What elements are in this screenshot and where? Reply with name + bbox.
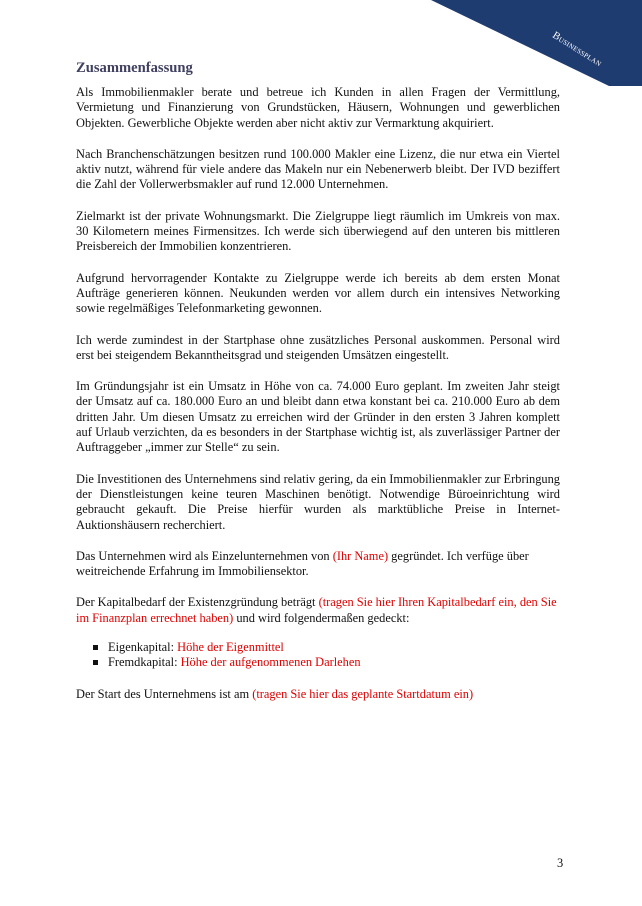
- list-item: [108, 640, 560, 655]
- funding-value-debt: Höhe der aufgenommenen Darlehen: [180, 655, 361, 670]
- document-body: [76, 59, 560, 718]
- founder-name-placeholder: (Ihr Name): [332, 548, 389, 563]
- founder-text-before: Das Unternehmen wird als Einzelunternehmen von: [76, 548, 333, 563]
- paragraph-target-market: Zielmarkt ist der private Wohnungsmarkt. Die Zielgruppe liegt räumlich im Umkreis von max. 30 Kilometern meines Firmensitzes. Ich werde sich überwiegend auf den unteren bis mittleren Preisbereich der Immobilien konzentrieren.: [76, 208, 560, 254]
- list-item: [108, 655, 560, 670]
- capital-text-before: Der Kapitalbedarf der Existenzgründung beträgt: [76, 595, 319, 610]
- paragraph-market-size: Nach Branchenschätzungen besitzen rund 100.000 Makler eine Lizenz, die nur etwa ein Viertel aktiv nutzt, während für viele andere das Makeln nur ein Nebenerwerb bleibt. Der IVD beziffert die Zahl der Vollerwerbsmakler auf rund 12.000 Unternehmen.: [76, 146, 560, 192]
- paragraph-capital: [76, 595, 560, 626]
- paragraph-start: [76, 687, 560, 702]
- funding-label-equity: Eigenkapital:: [108, 640, 178, 655]
- funding-label-debt: Fremdkapital:: [108, 655, 181, 670]
- page-number: 3: [557, 856, 564, 870]
- paragraph-acquisition: Aufgrund hervorragender Kontakte zu Zielgruppe werde ich bereits ab dem ersten Monat Aufträge generieren können. Neukunden werden vor allem durch ein intensives Networking sowie regelmäßiges Telefonmarketing gewonnen.: [76, 270, 560, 316]
- paragraph-revenue: Im Gründungsjahr ist ein Umsatz in Höhe von ca. 74.000 Euro geplant. Im zweiten Jahr steigt der Umsatz auf ca. 180.000 Euro an und bleibt dann etwa konstant bei ca. 210.000 Euro ab dem dritten Jahr. Um diesen Umsatz zu erreichen wird der Gründer in den ersten 3 Jahren komplett auf Urlaub verzichten, da es besonders in der Startphase wichtig ist, als zuverlässiger Partner der Auftraggeber „immer zur Stelle“ zu sein.: [76, 379, 560, 455]
- funding-list: [76, 640, 560, 671]
- funding-value-equity: Höhe der Eigenmittel: [177, 640, 284, 655]
- paragraph-staff: Ich werde zumindest in der Startphase ohne zusätzliches Personal auskommen. Personal wird erst bei steigendem Bekanntheitsgrad und steigenden Umsätzen eingestellt.: [76, 332, 560, 362]
- start-date-placeholder: (tragen Sie hier das geplante Startdatum ein): [252, 686, 474, 701]
- bullet-square-icon: [93, 660, 98, 665]
- paragraph-investments: Die Investitionen des Unternehmens sind relativ gering, da ein Immobilienmakler zur Erbringung der Dienstleistungen keine teuren Maschinen benötigt. Notwendige Büroeinrichtung wird gebraucht gekauft. Die Preise hierfür wurden als marktübliche Preise in Internet-Auktionshäusern recherchiert.: [76, 471, 560, 532]
- paragraph-intro: Als Immobilienmakler berate und betreue ich Kunden in allen Fragen der Vermittlung, Vermietung und Finanzierung von Grundstücken, Häusern, Wohnungen und gewerblichen Objekten. Gewerbliche Objekte werden aber nicht aktiv zur Vermarktung akquiriert.: [76, 85, 560, 130]
- capital-text-after: und wird folgendermaßen gedeckt:: [233, 610, 410, 625]
- section-title: Zusammenfassung: [76, 60, 193, 76]
- paragraph-founder: [76, 549, 560, 580]
- founder-text-after: gegründet. Ich verfüge über weitreichende Erfahrung im Immobiliensektor.: [76, 548, 529, 579]
- capital-placeholder: (tragen Sie hier Ihren Kapitalbedarf ein, den Sie im Finanzplan errechnet haben): [76, 595, 557, 625]
- start-text-before: Der Start des Unternehmens ist am: [76, 686, 253, 701]
- bullet-square-icon: [93, 645, 98, 650]
- banner-label: Businessplan: [550, 29, 604, 70]
